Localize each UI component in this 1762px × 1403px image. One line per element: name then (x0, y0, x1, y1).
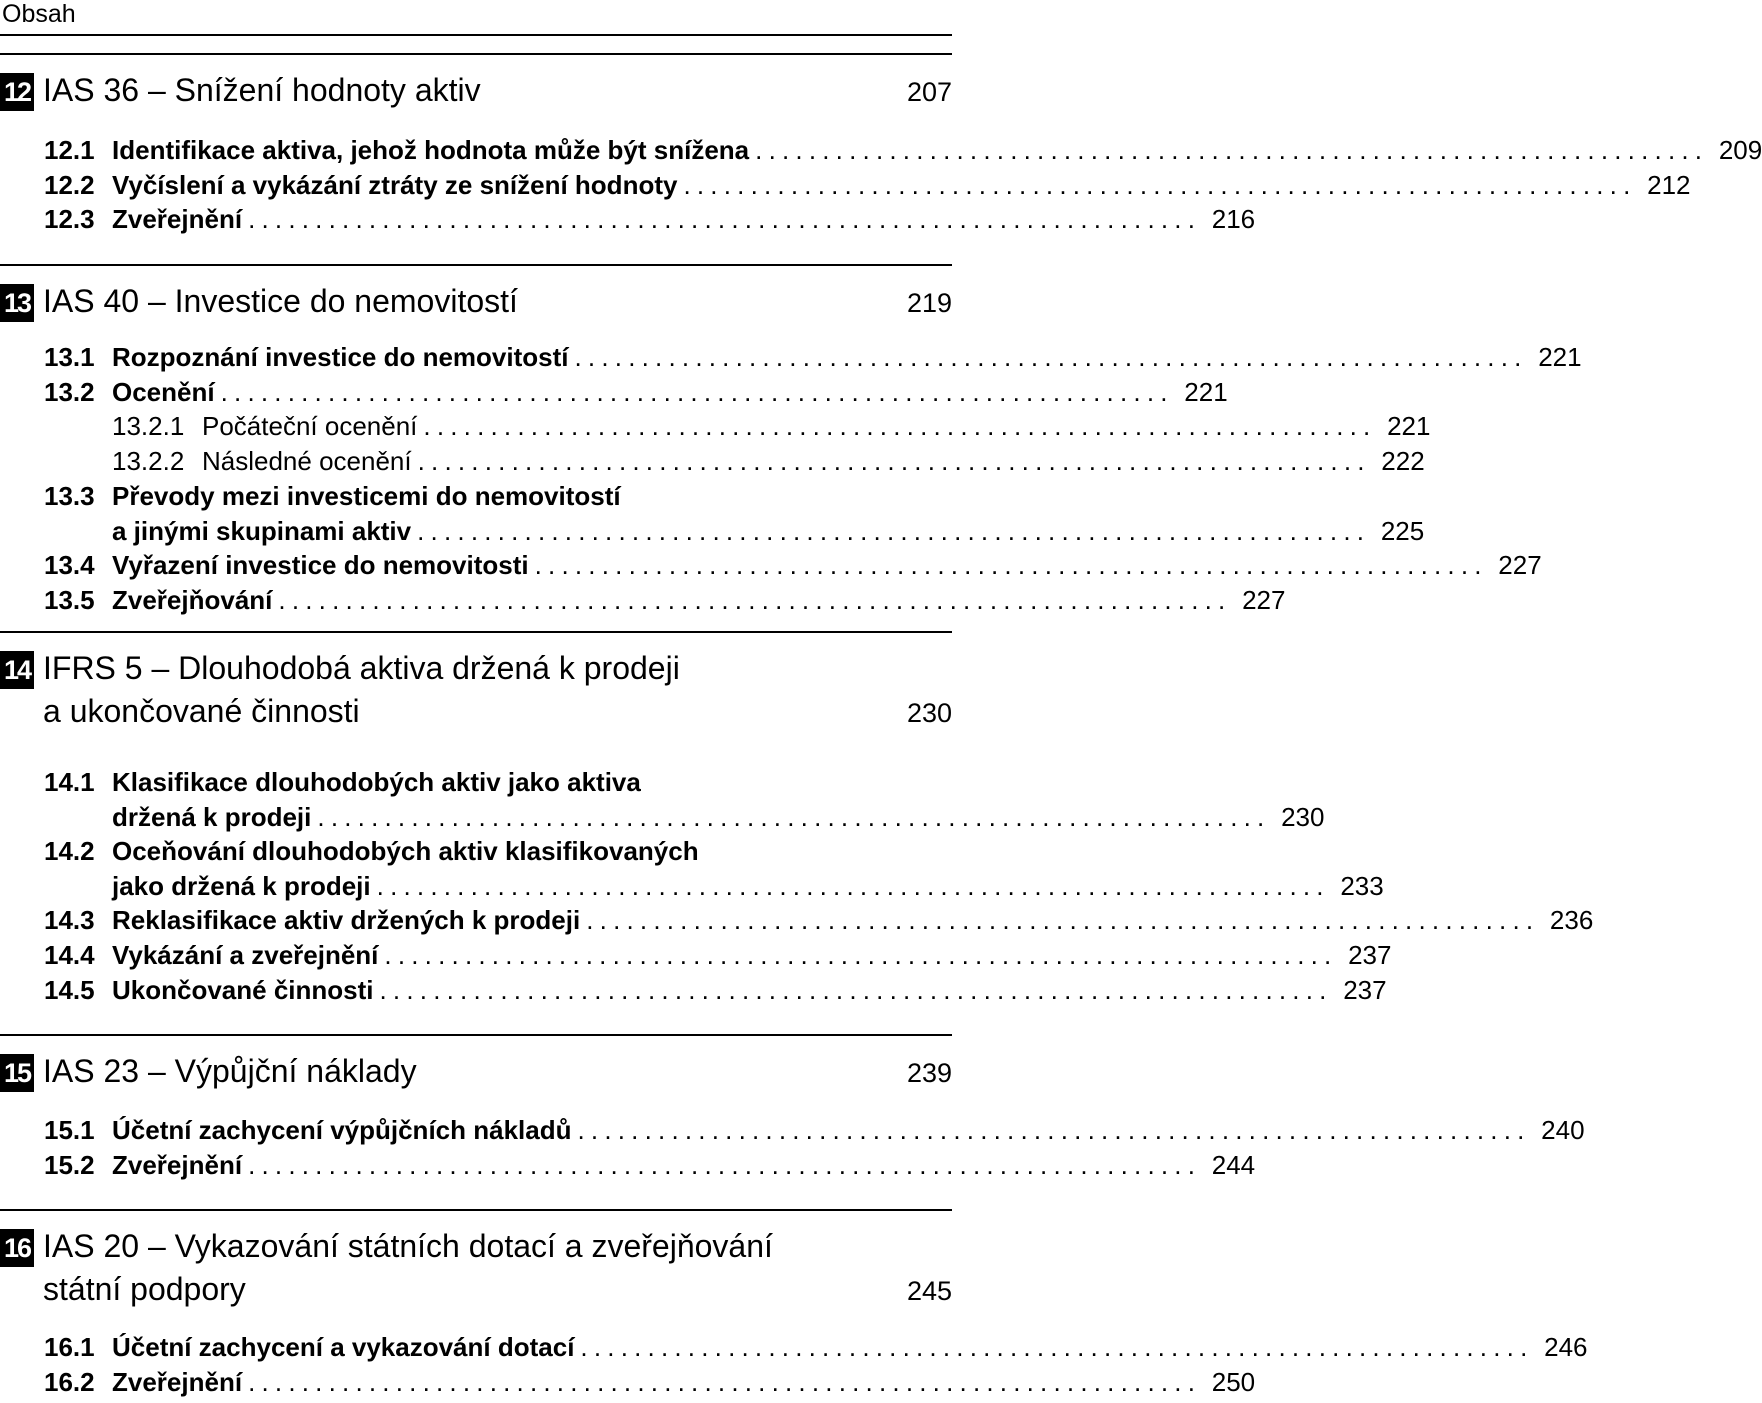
entry-number: 13.4 (44, 550, 95, 580)
toc-entry-line (44, 1148, 1256, 1183)
entry-page-number: 227 (1242, 585, 1286, 615)
entry-page-number: 250 (1211, 1367, 1256, 1397)
entry-title: Zveřejnění (112, 204, 243, 234)
entry-number: 13.2.2 (112, 446, 185, 476)
chapter-title-line: a ukončované činnosti (43, 693, 360, 729)
toc-entry-line (44, 479, 952, 514)
entry-page-number: 244 (1211, 1150, 1256, 1180)
toc-entry[interactable] (44, 765, 1325, 834)
entry-title: Převody mezi investicemi do nemovitostí (112, 481, 621, 511)
toc-entry-line (44, 973, 1387, 1008)
chapter-number-badge: 13 (0, 284, 34, 322)
chapter-title-line: IFRS 5 – Dlouhodobá aktiva držená k prodeji (43, 650, 680, 686)
entry-number: 13.1 (44, 342, 95, 372)
entry-page-number: 221 (1538, 342, 1582, 372)
chapter-heading (0, 53, 952, 136)
entry-page-number: 221 (1184, 377, 1228, 407)
chapter-title[interactable] (43, 1225, 863, 1311)
toc-entry-line (44, 133, 1762, 168)
toc-entry[interactable] (44, 168, 1691, 203)
chapter-number-badge: 12 (0, 73, 34, 111)
dot-leader: ....................................................................... (248, 204, 1202, 234)
entry-number: 15.1 (44, 1115, 95, 1145)
toc-entry[interactable] (44, 202, 1256, 237)
dot-leader: ....................................................................... (278, 585, 1232, 615)
toc-entry[interactable] (44, 973, 1387, 1008)
entry-number: 12.2 (44, 170, 95, 200)
toc-entry[interactable] (44, 1330, 1588, 1365)
toc-entry-line (44, 765, 952, 800)
toc-entry[interactable] (44, 834, 1384, 903)
entry-number: 13.5 (44, 585, 95, 615)
chapter-page-number: 239 (906, 1058, 952, 1088)
entry-title: Vyčíslení a vykázání ztráty ze snížení hodnoty (112, 170, 678, 200)
entry-number: 14.5 (44, 975, 95, 1005)
toc-entry-line (44, 1113, 1585, 1148)
entry-title: Zveřejnění (112, 1367, 243, 1397)
toc-entry-line (44, 168, 1691, 203)
entry-page-number: 236 (1549, 905, 1594, 935)
toc-entry[interactable] (44, 548, 1542, 583)
toc-entry[interactable] (44, 1148, 1256, 1183)
chapter-title[interactable] (43, 280, 863, 323)
dot-leader: ....................................................................... (248, 1367, 1202, 1397)
toc-entry-line (44, 548, 1542, 583)
header-rule (0, 34, 952, 36)
dot-leader: ....................................................................... (755, 135, 1709, 165)
chapter-page-number: 219 (906, 288, 952, 318)
entry-page-number: 230 (1281, 801, 1325, 832)
chapter-heading (0, 264, 952, 347)
dot-leader: ....................................................................... (580, 1332, 1534, 1362)
chapter-page-number: 207 (906, 77, 952, 107)
toc-entry-line (44, 583, 1286, 618)
toc-entry-line (44, 1330, 1588, 1365)
dot-leader: ....................................................................... (423, 411, 1377, 441)
entry-title: Reklasifikace aktiv držených k prodeji (112, 905, 581, 935)
dot-leader: ....................................................................... (379, 975, 1333, 1005)
entry-number: 15.2 (44, 1150, 95, 1180)
dot-leader: ....................................................................... (417, 446, 1371, 476)
dot-leader: ....................................................................... (574, 342, 1528, 372)
entry-title: Rozpoznání investice do nemovitostí (112, 342, 569, 372)
chapter-title-line: IAS 40 – Investice do nemovitostí (43, 283, 518, 319)
entry-title: Zveřejnění (112, 1150, 243, 1180)
toc-entry-line (44, 375, 1228, 410)
entry-title: Oceňování dlouhodobých aktiv klasifikovaných (112, 836, 699, 866)
entry-page-number: 216 (1211, 204, 1256, 234)
entry-number: 12.1 (44, 135, 95, 165)
entry-number: 13.2 (44, 377, 95, 407)
chapter-title-line: státní podpory (43, 1271, 246, 1307)
dot-leader: ....................................................................... (317, 801, 1271, 832)
entry-title: Ukončované činnosti (112, 975, 374, 1005)
chapter-number-badge: 14 (0, 651, 34, 689)
entry-number: 14.3 (44, 905, 95, 935)
toc-subentry[interactable] (112, 409, 1431, 444)
entry-number: 16.1 (44, 1332, 95, 1362)
entry-number: 14.4 (44, 940, 95, 970)
toc-entry[interactable] (44, 375, 1228, 410)
dot-leader: ....................................................................... (376, 870, 1330, 901)
entry-title: Klasifikace dlouhodobých aktiv jako aktiva (112, 767, 641, 797)
chapter-title[interactable] (43, 1050, 863, 1093)
entry-title: Identifikace aktiva, jehož hodnota může být snížena (112, 135, 750, 165)
entry-page-number: 212 (1647, 170, 1691, 200)
dot-leader: ....................................................................... (417, 515, 1371, 546)
chapter-title-line: IAS 23 – Výpůjční náklady (43, 1053, 417, 1089)
toc-entry-line (44, 800, 1325, 835)
dot-leader: ....................................................................... (683, 170, 1637, 200)
entry-title: Ocenění (112, 377, 215, 407)
entry-number: 16.2 (44, 1367, 95, 1397)
entry-title: držená k prodeji (112, 801, 312, 832)
entry-title: Počáteční ocenění (202, 411, 418, 441)
toc-entry-line (44, 869, 1384, 904)
toc-entry-line (44, 834, 952, 869)
toc-entry-line (44, 1365, 1256, 1400)
toc-entry[interactable] (44, 479, 1425, 548)
chapter-title-line: IAS 20 – Vykazování státních dotací a zveřejňování (43, 1228, 773, 1264)
entry-page-number: 237 (1348, 940, 1392, 970)
header-title: Obsah (2, 0, 76, 28)
entry-page-number: 240 (1541, 1115, 1585, 1145)
entry-number: 13.2.1 (112, 411, 185, 441)
dot-leader: ....................................................................... (577, 1115, 1531, 1145)
dot-leader: ....................................................................... (220, 377, 1174, 407)
entry-number: 12.3 (44, 204, 95, 234)
chapter-page-number: 245 (906, 1276, 952, 1306)
entry-number: 14.2 (44, 836, 95, 866)
toc-entry-line (112, 409, 1431, 444)
toc-entry[interactable] (44, 340, 1582, 375)
toc-entry[interactable] (44, 1365, 1256, 1400)
entry-title: jako držená k prodeji (112, 870, 371, 901)
entry-page-number: 225 (1380, 515, 1425, 546)
chapter-number-badge: 15 (0, 1054, 34, 1092)
entry-title: Zveřejňování (112, 585, 273, 615)
chapter-title[interactable] (43, 69, 863, 112)
entry-page-number: 227 (1498, 550, 1542, 580)
entry-page-number: 237 (1343, 975, 1387, 1005)
toc-subentry[interactable] (112, 444, 1425, 479)
toc-entry-line (112, 444, 1425, 479)
entry-number: 14.1 (44, 767, 95, 797)
toc-entry-line (44, 340, 1582, 375)
toc-entry[interactable] (44, 938, 1392, 973)
toc-entry-line (44, 514, 1425, 549)
chapter-heading (0, 1209, 952, 1335)
entry-title: Účetní zachycení výpůjčních nákladů (112, 1115, 572, 1145)
chapter-title[interactable] (43, 647, 863, 733)
toc-entry-line (44, 202, 1256, 237)
entry-page-number: 221 (1387, 411, 1431, 441)
entry-title: Účetní zachycení a vykazování dotací (112, 1332, 575, 1362)
entry-page-number: 233 (1340, 870, 1384, 901)
entry-title: Vykázání a zveřejnění (112, 940, 379, 970)
entry-title: Následné ocenění (202, 446, 412, 476)
entry-title: Vyřazení investice do nemovitosti (112, 550, 529, 580)
dot-leader: ....................................................................... (586, 905, 1540, 935)
chapter-title-line: IAS 36 – Snížení hodnoty aktiv (43, 72, 481, 108)
toc-entry[interactable] (44, 133, 1762, 168)
running-header (0, 0, 960, 36)
chapter-heading (0, 1034, 952, 1117)
entry-page-number: 222 (1381, 446, 1425, 476)
dot-leader: ....................................................................... (534, 550, 1488, 580)
entry-page-number: 209 (1718, 135, 1762, 165)
toc-entry-line (44, 903, 1594, 938)
dot-leader: ....................................................................... (248, 1150, 1202, 1180)
chapter-heading (0, 631, 952, 757)
chapter-number-badge: 16 (0, 1229, 34, 1267)
entry-title: a jinými skupinami aktiv (112, 515, 412, 546)
entry-number: 13.3 (44, 481, 95, 511)
toc-entry[interactable] (44, 583, 1286, 618)
toc-entry-line (44, 938, 1392, 973)
toc-entry[interactable] (44, 903, 1594, 938)
entry-page-number: 246 (1544, 1332, 1588, 1362)
dot-leader: ....................................................................... (384, 940, 1338, 970)
toc-entry[interactable] (44, 1113, 1585, 1148)
chapter-page-number: 230 (906, 698, 952, 728)
